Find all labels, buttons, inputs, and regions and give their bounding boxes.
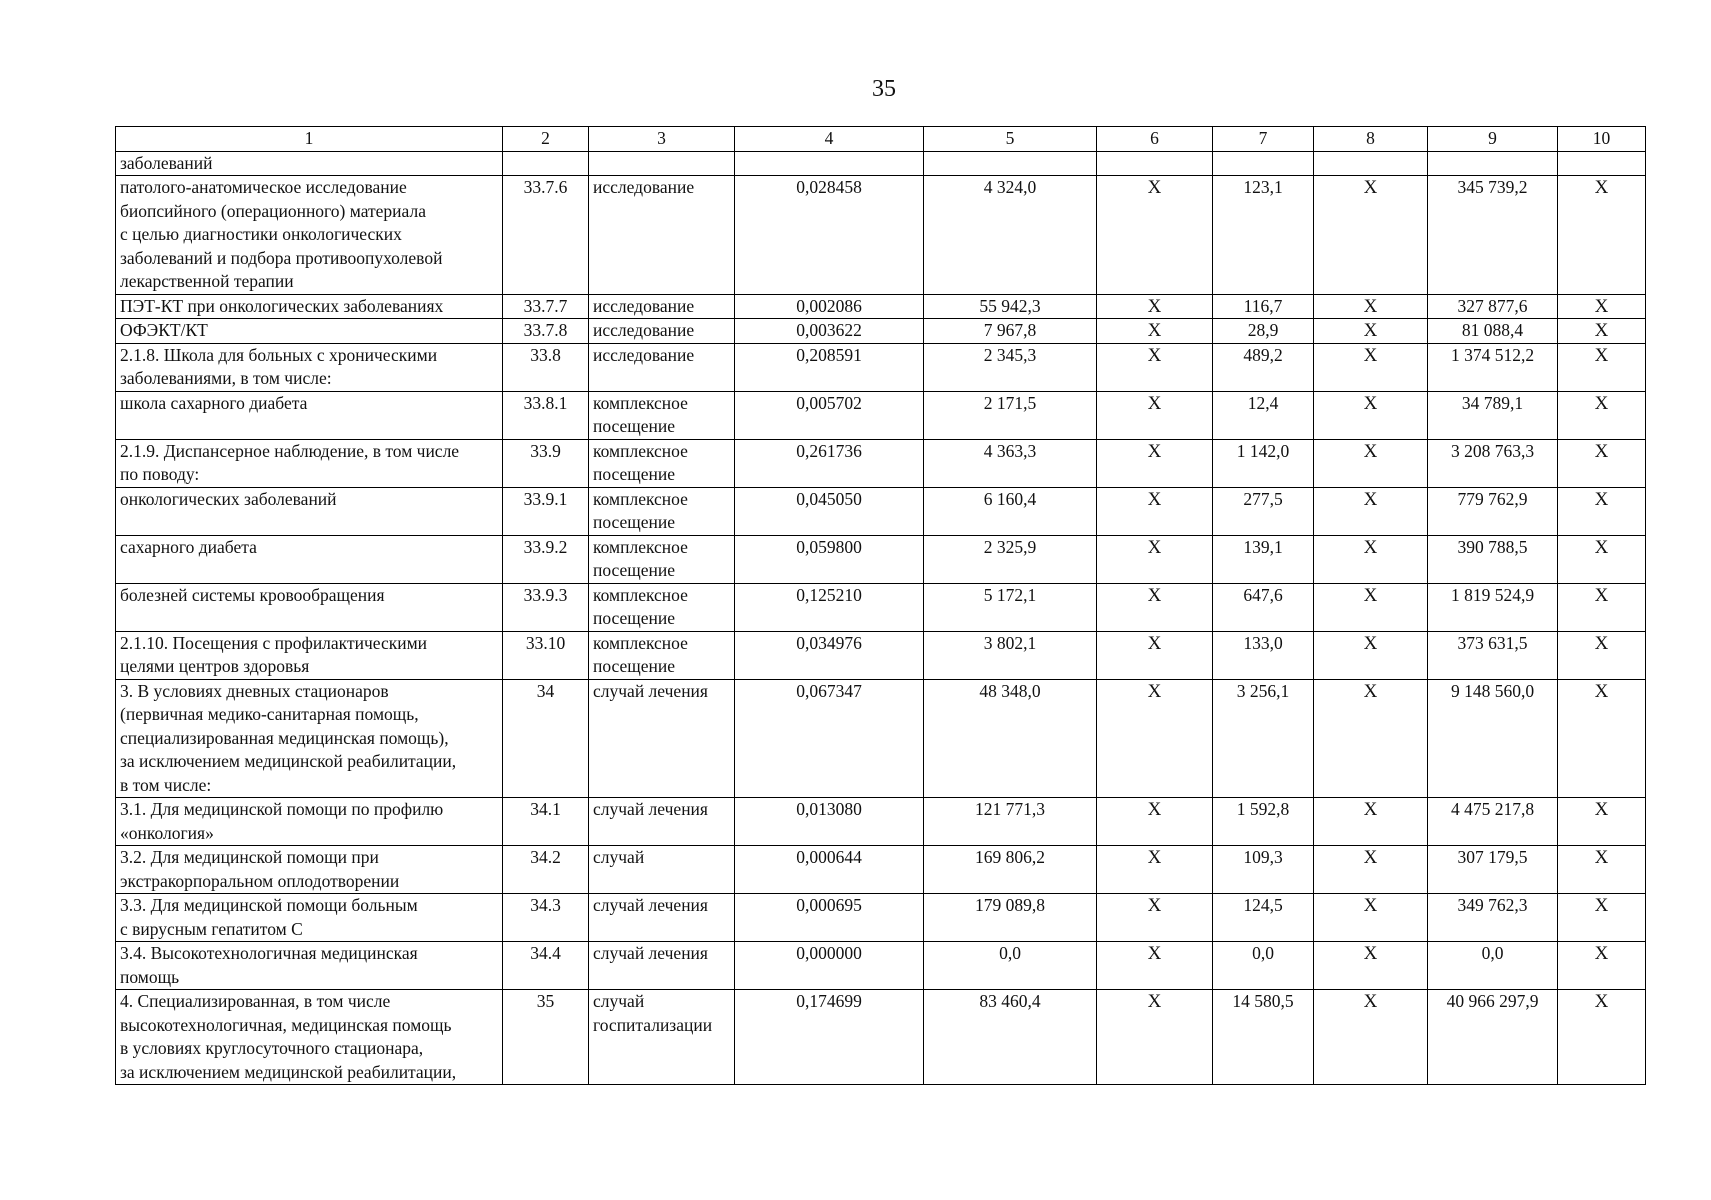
cell-c9: 0,0	[1428, 942, 1558, 990]
cell-unit	[589, 846, 735, 894]
cell-name-line: 3.4. Высокотехнологичная медицинская	[120, 943, 418, 963]
cell-unit	[589, 631, 735, 679]
cell-c10	[1558, 151, 1646, 176]
cell-c6: X	[1097, 798, 1213, 846]
cell-unit-line: случай лечения	[593, 799, 708, 819]
cell-name	[116, 846, 503, 894]
column-header: 7	[1213, 127, 1314, 152]
table-row	[116, 151, 1646, 176]
cell-c5: 169 806,2	[924, 846, 1097, 894]
cell-c5: 0,0	[924, 942, 1097, 990]
cell-unit-line: посещение	[593, 608, 676, 628]
cell-c10: X	[1558, 535, 1646, 583]
cell-c5: 121 771,3	[924, 798, 1097, 846]
cell-unit	[589, 151, 735, 176]
cell-unit-line: исследование	[593, 344, 695, 365]
column-header: 8	[1314, 127, 1428, 152]
cell-name-line: сахарного диабета	[120, 536, 257, 557]
cell-c6: X	[1097, 343, 1213, 391]
cell-unit-line: посещение	[593, 416, 676, 436]
cell-name	[116, 894, 503, 942]
cell-c10: X	[1558, 798, 1646, 846]
cell-c6: X	[1097, 942, 1213, 990]
cell-c8: X	[1314, 439, 1428, 487]
cell-name	[116, 391, 503, 439]
cell-c5: 83 460,4	[924, 990, 1097, 1085]
cell-c4: 0,000644	[735, 846, 924, 894]
cell-c4: 0,002086	[735, 294, 924, 319]
cell-c4: 0,208591	[735, 343, 924, 391]
cell-c5: 2 171,5	[924, 391, 1097, 439]
cell-c5: 6 160,4	[924, 487, 1097, 535]
cell-name	[116, 319, 503, 344]
table-row	[116, 535, 1646, 583]
cell-unit	[589, 583, 735, 631]
cell-name	[116, 583, 503, 631]
cell-code: 33.9.3	[503, 583, 589, 631]
cell-c7: 489,2	[1213, 343, 1314, 391]
cell-c6: X	[1097, 439, 1213, 487]
cell-code: 33.7.7	[503, 294, 589, 319]
cell-c8: X	[1314, 319, 1428, 344]
cell-c4: 0,059800	[735, 535, 924, 583]
cell-c5: 2 325,9	[924, 535, 1097, 583]
table-row	[116, 583, 1646, 631]
cell-unit	[589, 343, 735, 391]
cell-c9: 327 877,6	[1428, 294, 1558, 319]
cell-name	[116, 439, 503, 487]
cell-name-line: ОФЭКТ/КТ	[120, 320, 208, 340]
cell-c7: 647,6	[1213, 583, 1314, 631]
cell-code: 34	[503, 679, 589, 798]
cell-unit-line: случай лечения	[593, 943, 708, 963]
cell-name-line: за исключением медицинской реабилитации,	[120, 1061, 457, 1082]
cell-unit-line: комплексное	[593, 392, 688, 413]
cell-c8: X	[1314, 343, 1428, 391]
table-row	[116, 798, 1646, 846]
cell-name-line: с целью диагностики онкологических	[120, 224, 402, 244]
column-header: 9	[1428, 127, 1558, 152]
cell-c10: X	[1558, 583, 1646, 631]
cell-c4: 0,003622	[735, 319, 924, 344]
cell-unit-line: посещение	[593, 656, 676, 676]
cell-name	[116, 942, 503, 990]
cell-c8: X	[1314, 583, 1428, 631]
cell-unit-line: комплексное	[593, 488, 688, 509]
cell-name-line: 2.1.10. Посещения с профилактическими	[120, 632, 428, 653]
cell-name-line: высокотехнологичная, медицинская помощь	[120, 1014, 452, 1035]
cell-c8: X	[1314, 391, 1428, 439]
cell-c9: 373 631,5	[1428, 631, 1558, 679]
cell-name-line: в том числе:	[120, 774, 212, 795]
cell-code: 33.7.8	[503, 319, 589, 344]
cell-c4: 0,028458	[735, 176, 924, 295]
cell-c10: X	[1558, 631, 1646, 679]
cell-c8: X	[1314, 176, 1428, 295]
cell-c4: 0,005702	[735, 391, 924, 439]
cell-unit	[589, 990, 735, 1085]
table-row	[116, 391, 1646, 439]
cell-c7: 14 580,5	[1213, 990, 1314, 1085]
column-header: 10	[1558, 127, 1646, 152]
cell-name-line: (первичная медико-санитарная помощь,	[120, 704, 419, 724]
cell-c5: 179 089,8	[924, 894, 1097, 942]
cell-name-line: 3. В условиях дневных стационаров	[120, 680, 389, 701]
cell-c7: 123,1	[1213, 176, 1314, 295]
cell-name-line: 2.1.9. Диспансерное наблюдение, в том числе	[120, 440, 460, 461]
cell-name	[116, 487, 503, 535]
column-header: 6	[1097, 127, 1213, 152]
cell-c9: 779 762,9	[1428, 487, 1558, 535]
cell-c10: X	[1558, 176, 1646, 295]
cell-c9: 1 374 512,2	[1428, 343, 1558, 391]
cell-c5: 4 363,3	[924, 439, 1097, 487]
cell-c8: X	[1314, 294, 1428, 319]
cell-c4: 0,125210	[735, 583, 924, 631]
cell-name-line: болезней системы кровообращения	[120, 584, 385, 605]
cell-c5: 4 324,0	[924, 176, 1097, 295]
table-row	[116, 990, 1646, 1085]
column-header: 5	[924, 127, 1097, 152]
cell-c10: X	[1558, 319, 1646, 344]
cell-c9: 345 739,2	[1428, 176, 1558, 295]
cell-c9: 34 789,1	[1428, 391, 1558, 439]
cell-c10: X	[1558, 679, 1646, 798]
column-header: 1	[116, 127, 503, 152]
cell-name	[116, 679, 503, 798]
cell-name	[116, 294, 503, 319]
cell-c9: 81 088,4	[1428, 319, 1558, 344]
cell-c5: 7 967,8	[924, 319, 1097, 344]
cell-c8: X	[1314, 894, 1428, 942]
cell-c9: 9 148 560,0	[1428, 679, 1558, 798]
cell-unit	[589, 391, 735, 439]
cell-c7: 109,3	[1213, 846, 1314, 894]
cell-name-line: экстракорпоральном оплодотворении	[120, 870, 400, 891]
cell-c7: 1 592,8	[1213, 798, 1314, 846]
cell-code	[503, 151, 589, 176]
cell-unit-line: посещение	[593, 464, 676, 484]
cell-c10: X	[1558, 894, 1646, 942]
cell-unit	[589, 679, 735, 798]
cell-c5: 2 345,3	[924, 343, 1097, 391]
cell-c7: 3 256,1	[1213, 679, 1314, 798]
cell-unit	[589, 942, 735, 990]
cell-c5: 48 348,0	[924, 679, 1097, 798]
cell-unit	[589, 176, 735, 295]
cell-name-line: заболеваний	[120, 152, 213, 173]
cell-name	[116, 535, 503, 583]
cell-name-line: по поводу:	[120, 464, 200, 484]
cell-c6: X	[1097, 846, 1213, 894]
cell-c7	[1213, 151, 1314, 176]
cell-unit	[589, 439, 735, 487]
cell-c4: 0,261736	[735, 439, 924, 487]
column-header: 4	[735, 127, 924, 152]
cell-unit-line: исследование	[593, 295, 695, 316]
cell-c10: X	[1558, 343, 1646, 391]
data-table	[115, 126, 1646, 1085]
table-row	[116, 294, 1646, 319]
cell-c6: X	[1097, 487, 1213, 535]
page-number: 35	[872, 76, 896, 102]
cell-c10: X	[1558, 294, 1646, 319]
cell-c4: 0,045050	[735, 487, 924, 535]
cell-c9: 349 762,3	[1428, 894, 1558, 942]
cell-name-line: 2.1.8. Школа для больных с хроническими	[120, 344, 438, 365]
cell-c10: X	[1558, 942, 1646, 990]
cell-c8: X	[1314, 942, 1428, 990]
cell-c5: 3 802,1	[924, 631, 1097, 679]
cell-c5	[924, 151, 1097, 176]
cell-c4: 0,000000	[735, 942, 924, 990]
cell-name-line: заболеваний и подбора противоопухолевой	[120, 247, 443, 268]
table-row	[116, 894, 1646, 942]
cell-c8	[1314, 151, 1428, 176]
cell-code: 33.9	[503, 439, 589, 487]
cell-c8: X	[1314, 846, 1428, 894]
cell-name	[116, 798, 503, 846]
cell-code: 33.8.1	[503, 391, 589, 439]
cell-unit	[589, 487, 735, 535]
cell-c5: 55 942,3	[924, 294, 1097, 319]
cell-name-line: за исключением медицинской реабилитации,	[120, 751, 457, 771]
cell-code: 33.9.1	[503, 487, 589, 535]
cell-unit	[589, 294, 735, 319]
cell-unit-line: случай лечения	[593, 895, 708, 915]
cell-c8: X	[1314, 679, 1428, 798]
cell-name-line: в условиях круглосуточного стационара,	[120, 1038, 424, 1058]
cell-c6: X	[1097, 990, 1213, 1085]
cell-c9: 390 788,5	[1428, 535, 1558, 583]
cell-code: 33.10	[503, 631, 589, 679]
cell-c4: 0,013080	[735, 798, 924, 846]
cell-c8: X	[1314, 487, 1428, 535]
cell-name-line: школа сахарного диабета	[120, 392, 308, 413]
cell-c7: 277,5	[1213, 487, 1314, 535]
cell-name-line: 4. Специализированная, в том числе	[120, 991, 391, 1011]
cell-c6: X	[1097, 631, 1213, 679]
cell-code: 33.8	[503, 343, 589, 391]
cell-c6: X	[1097, 294, 1213, 319]
cell-c4: 0,174699	[735, 990, 924, 1085]
cell-name-line: лекарственной терапии	[120, 271, 294, 291]
cell-name	[116, 343, 503, 391]
cell-name-line: помощь	[120, 966, 180, 987]
cell-c7: 12,4	[1213, 391, 1314, 439]
cell-c7: 0,0	[1213, 942, 1314, 990]
table-row	[116, 487, 1646, 535]
cell-code: 35	[503, 990, 589, 1085]
cell-c7: 139,1	[1213, 535, 1314, 583]
cell-c8: X	[1314, 535, 1428, 583]
cell-c10: X	[1558, 487, 1646, 535]
cell-name	[116, 631, 503, 679]
cell-name	[116, 151, 503, 176]
cell-c10: X	[1558, 846, 1646, 894]
cell-c6: X	[1097, 535, 1213, 583]
cell-c6: X	[1097, 176, 1213, 295]
cell-c9: 3 208 763,3	[1428, 439, 1558, 487]
cell-unit	[589, 535, 735, 583]
cell-c7: 28,9	[1213, 319, 1314, 344]
cell-c6: X	[1097, 319, 1213, 344]
column-header: 3	[589, 127, 735, 152]
cell-name-line: ПЭТ-КТ при онкологических заболеваниях	[120, 295, 444, 316]
table-row	[116, 319, 1646, 344]
cell-unit-line: посещение	[593, 560, 676, 580]
cell-name	[116, 990, 503, 1085]
column-header: 2	[503, 127, 589, 152]
table-row	[116, 846, 1646, 894]
cell-code: 34.3	[503, 894, 589, 942]
cell-name-line: заболеваниями, в том числе:	[120, 368, 332, 388]
cell-code: 34.1	[503, 798, 589, 846]
cell-c9: 307 179,5	[1428, 846, 1558, 894]
cell-unit	[589, 894, 735, 942]
cell-c6	[1097, 151, 1213, 176]
cell-unit-line: госпитализации	[593, 1014, 713, 1035]
cell-name-line: целями центров здоровья	[120, 656, 310, 676]
cell-c9	[1428, 151, 1558, 176]
cell-c8: X	[1314, 631, 1428, 679]
cell-unit-line: случай	[593, 847, 645, 867]
table-row	[116, 343, 1646, 391]
cell-c7: 124,5	[1213, 894, 1314, 942]
table-row	[116, 679, 1646, 798]
cell-c4: 0,034976	[735, 631, 924, 679]
cell-c8: X	[1314, 798, 1428, 846]
cell-unit-line: исследование	[593, 177, 695, 197]
cell-c9: 40 966 297,9	[1428, 990, 1558, 1085]
cell-c10: X	[1558, 990, 1646, 1085]
cell-name-line: «онкология»	[120, 822, 214, 843]
cell-code: 33.7.6	[503, 176, 589, 295]
cell-c9: 4 475 217,8	[1428, 798, 1558, 846]
cell-c4: 0,067347	[735, 679, 924, 798]
cell-code: 34.4	[503, 942, 589, 990]
cell-name-line: биопсийного (операционного) материала	[120, 200, 426, 221]
cell-c7: 133,0	[1213, 631, 1314, 679]
cell-name-line: 3.1. Для медицинской помощи по профилю	[120, 799, 444, 819]
cell-c8: X	[1314, 990, 1428, 1085]
header-row	[116, 127, 1646, 152]
cell-unit-line: исследование	[593, 320, 695, 340]
cell-code: 33.9.2	[503, 535, 589, 583]
cell-unit	[589, 798, 735, 846]
cell-c4	[735, 151, 924, 176]
cell-c6: X	[1097, 391, 1213, 439]
cell-c7: 1 142,0	[1213, 439, 1314, 487]
cell-c4: 0,000695	[735, 894, 924, 942]
cell-name-line: специализированная медицинская помощь),	[120, 727, 449, 748]
cell-name-line: 3.3. Для медицинской помощи больным	[120, 895, 418, 915]
cell-unit-line: комплексное	[593, 440, 688, 461]
cell-name	[116, 176, 503, 295]
cell-unit-line: случай	[593, 991, 645, 1011]
cell-c10: X	[1558, 391, 1646, 439]
cell-name-line: онкологических заболеваний	[120, 488, 337, 509]
cell-unit-line: случай лечения	[593, 680, 708, 701]
cell-code: 34.2	[503, 846, 589, 894]
cell-c9: 1 819 524,9	[1428, 583, 1558, 631]
cell-c5: 5 172,1	[924, 583, 1097, 631]
table-row	[116, 176, 1646, 295]
cell-c6: X	[1097, 679, 1213, 798]
cell-name-line: 3.2. Для медицинской помощи при	[120, 847, 379, 867]
cell-unit	[589, 319, 735, 344]
cell-c7: 116,7	[1213, 294, 1314, 319]
cell-unit-line: комплексное	[593, 584, 688, 605]
cell-c10: X	[1558, 439, 1646, 487]
cell-name-line: с вирусным гепатитом С	[120, 918, 303, 939]
table-row	[116, 439, 1646, 487]
cell-unit-line: комплексное	[593, 632, 688, 653]
cell-c6: X	[1097, 583, 1213, 631]
table-row	[116, 942, 1646, 990]
cell-c6: X	[1097, 894, 1213, 942]
cell-name-line: патолого-анатомическое исследование	[120, 177, 407, 197]
cell-unit-line: посещение	[593, 512, 676, 532]
table-row	[116, 631, 1646, 679]
cell-unit-line: комплексное	[593, 536, 688, 557]
